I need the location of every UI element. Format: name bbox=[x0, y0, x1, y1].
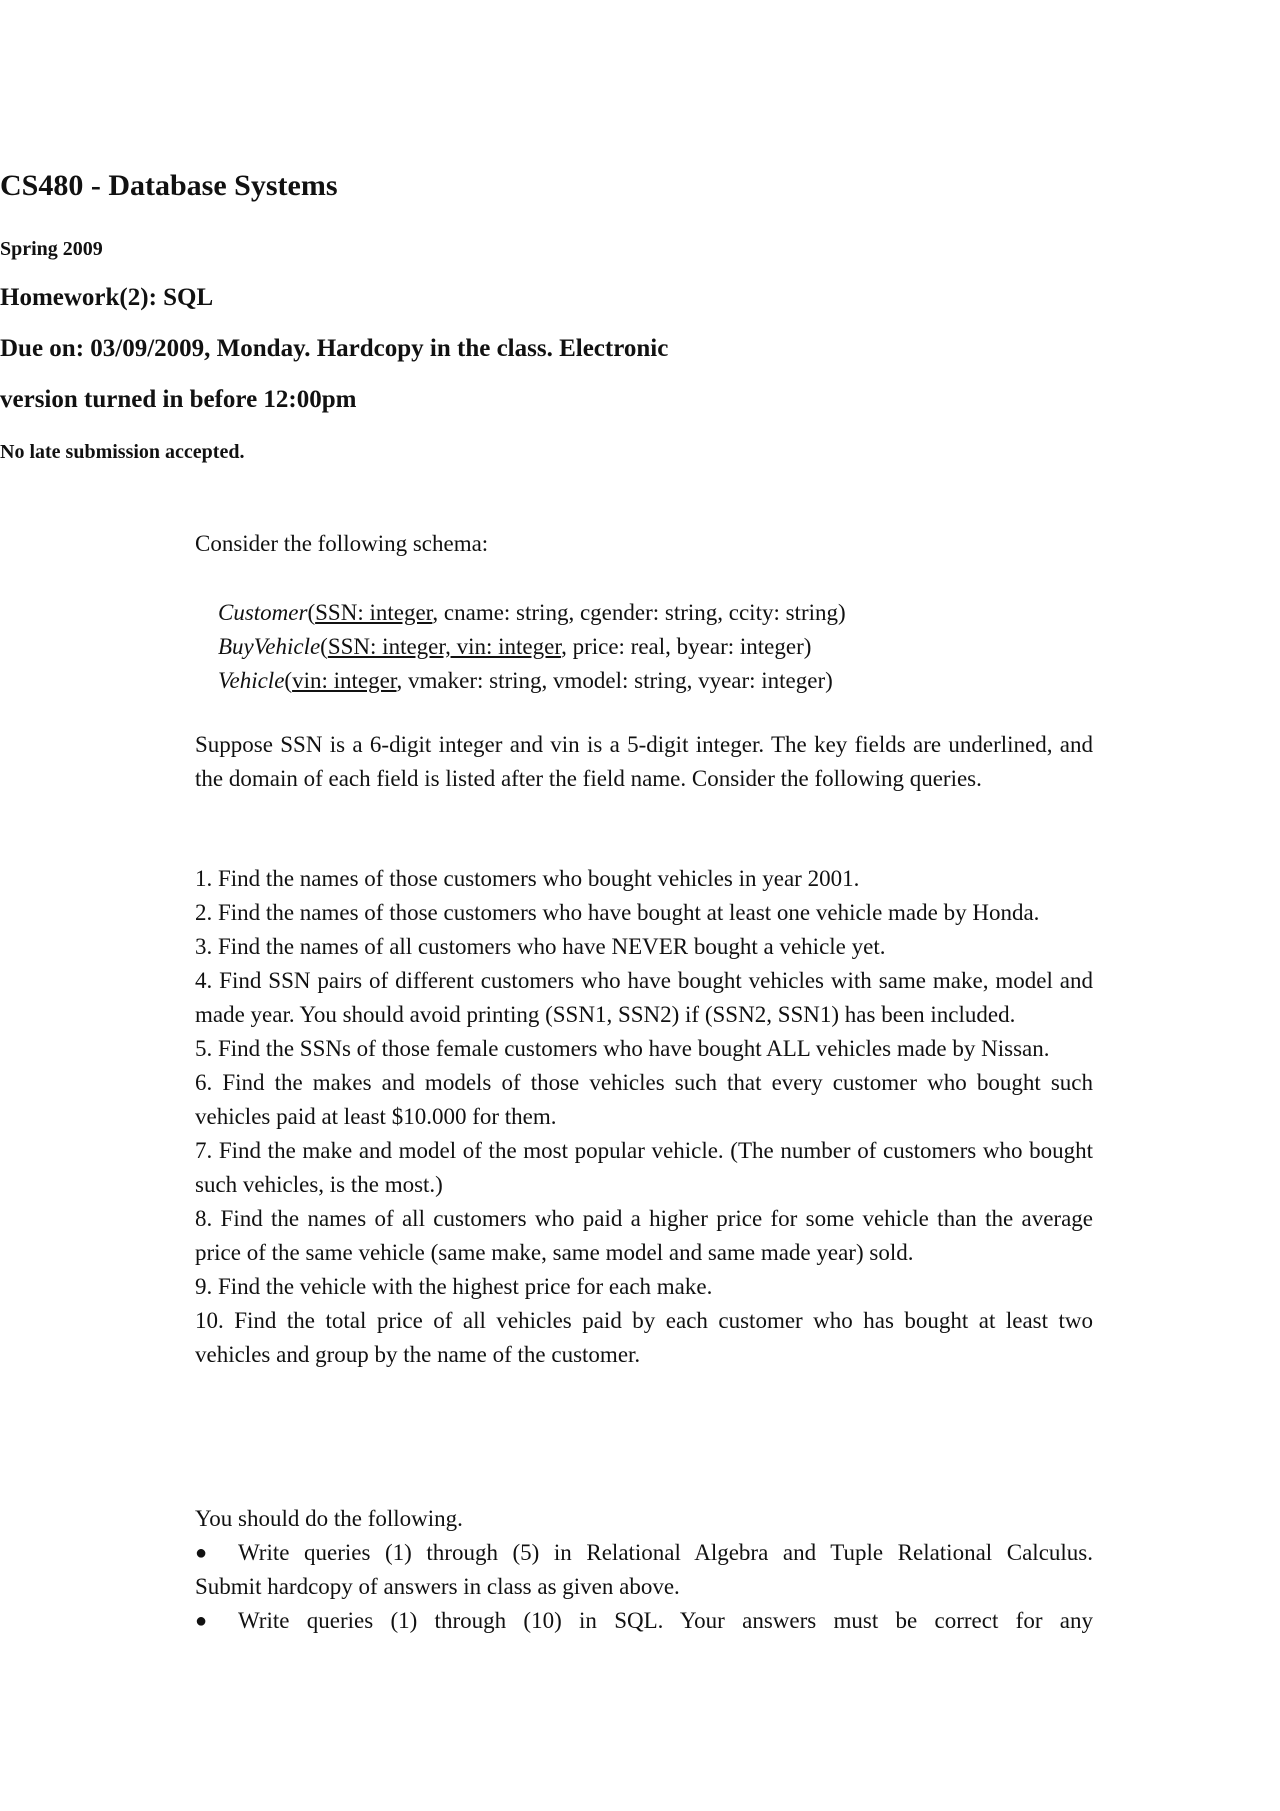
other-fields: , price: real, byear: integer) bbox=[561, 634, 812, 659]
instruction-text: Write queries (1) through (5) in Relational Algebra and Tuple Relational Calculus. bbox=[238, 1540, 1093, 1565]
homework-title: Homework(2): SQL bbox=[0, 284, 214, 311]
query-item: 1. Find the names of those customers who bought vehicles in year 2001. bbox=[195, 866, 860, 891]
due-date-line-2: version turned in before 12:00pm bbox=[0, 386, 357, 413]
schema-customer: Customer(SSN: integer, cname: string, cgender: string, ccity: string) bbox=[218, 600, 846, 625]
late-policy-note: No late submission accepted. bbox=[0, 441, 245, 463]
query-item: 8. Find the names of all customers who paid a higher price for some vehicle than the average price of the same vehicle (same make, same model and same made year) sold. bbox=[195, 1206, 1093, 1265]
instruction-text-continued: Submit hardcopy of answers in class as given above. bbox=[195, 1574, 680, 1599]
other-fields: , vmaker: string, vmodel: string, vyear: integer) bbox=[396, 668, 833, 693]
key-fields: vin: integer bbox=[292, 668, 397, 693]
query-item: 5. Find the SSNs of those female customers who have bought ALL vehicles made by Nissan. bbox=[195, 1036, 1050, 1061]
schema-description: Suppose SSN is a 6-digit integer and vin is a 5-digit integer. The key fields are underlined, and the domain of each field is listed after the field name. Consider the following queries. bbox=[195, 732, 1093, 791]
query-item: 9. Find the vehicle with the highest price for each make. bbox=[195, 1274, 713, 1299]
key-fields: SSN: integer, vin: integer bbox=[327, 634, 562, 659]
key-fields: SSN: integer bbox=[315, 600, 433, 625]
table-name: Customer bbox=[218, 600, 308, 625]
query-item: 10. Find the total price of all vehicles paid by each customer who has bought at least two vehicles and group by the name of the customer. bbox=[195, 1308, 1093, 1367]
due-date-line-1: Due on: 03/09/2009, Monday. Hardcopy in the class. Electronic bbox=[0, 335, 669, 362]
term: Spring 2009 bbox=[0, 238, 103, 260]
query-item: 4. Find SSN pairs of different customers who have bought vehicles with same make, model and made year. You should avoid printing (SSN1, SSN2) if (SSN2, SSN1) has been included. bbox=[195, 968, 1093, 1027]
query-item: 3. Find the names of all customers who have NEVER bought a vehicle yet. bbox=[195, 934, 886, 959]
query-item: 6. Find the makes and models of those vehicles such that every customer who bought such vehicles paid at least $10.000 for them. bbox=[195, 1070, 1093, 1129]
course-title: CS480 - Database Systems bbox=[0, 169, 338, 202]
instructions bbox=[195, 1502, 1093, 1638]
query-item: 7. Find the make and model of the most popular vehicle. (The number of customers who bought such vehicles, is the most.) bbox=[195, 1138, 1093, 1197]
table-name: BuyVehicle bbox=[218, 634, 321, 659]
bullet-icon: ● bbox=[195, 1542, 208, 1564]
schema-intro: Consider the following schema: bbox=[195, 531, 489, 556]
other-fields: , cname: string, cgender: string, ccity: string) bbox=[432, 600, 846, 625]
query-item: 2. Find the names of those customers who have bought at least one vehicle made by Honda. bbox=[195, 900, 1040, 925]
instructions-heading: You should do the following. bbox=[195, 1506, 463, 1531]
table-name: Vehicle bbox=[218, 668, 285, 693]
bullet-icon: ● bbox=[195, 1610, 208, 1632]
query-list bbox=[195, 862, 1093, 1372]
instruction-item bbox=[195, 1536, 1093, 1604]
instruction-text: Write queries (1) through (10) in SQL. Your answers must be correct for any bbox=[238, 1608, 1093, 1633]
schema-block bbox=[218, 596, 846, 698]
instruction-item bbox=[195, 1604, 1093, 1638]
schema-buyvehicle: BuyVehicle(SSN: integer, vin: integer, price: real, byear: integer) bbox=[218, 634, 812, 659]
schema-vehicle: Vehicle(vin: integer, vmaker: string, vmodel: string, vyear: integer) bbox=[218, 668, 833, 693]
